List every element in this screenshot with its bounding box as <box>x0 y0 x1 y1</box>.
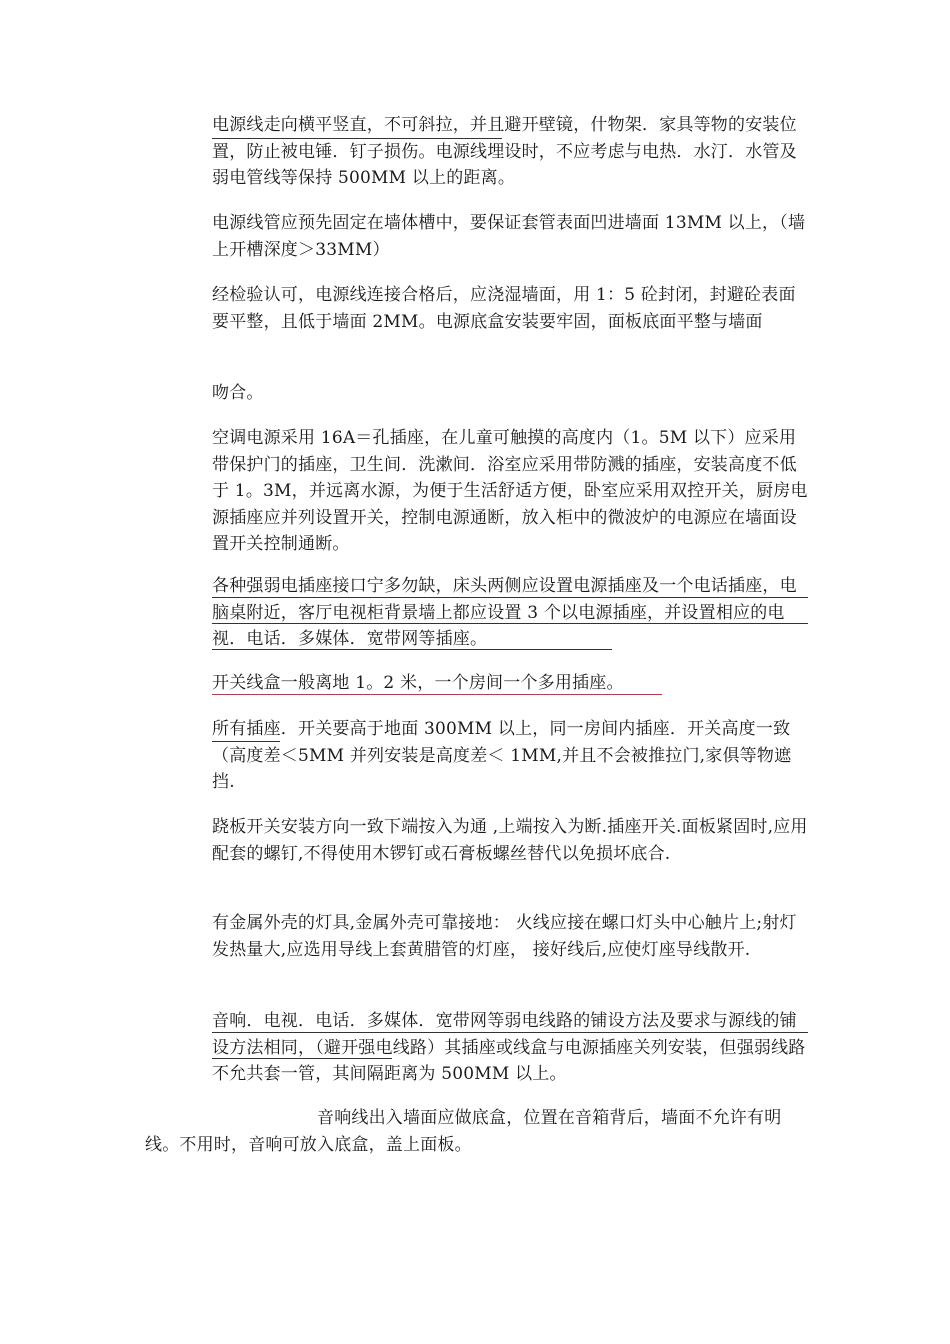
paragraph-switch-box-height: 开关线盒一般离地 1。2 米，一个房间一个多用插座。 <box>212 673 624 693</box>
underline <box>212 623 808 624</box>
paragraph-weak-current: 音响．电视．电话．多媒体．宽带网等弱电线路的铺设方法及要求与源线的铺设方法相同，（避开强电线路）其插座或线盒与电源插座关列安装，但强弱线路不允共套一管，其间隔距离为 500MM 以上。 <box>212 1011 806 1084</box>
paragraph-rocker-switch: 跷板开关安装方向一致下端按入为通 ,上端按入为断.插座开关.面板紧固时,应用配套的螺钉,不得使用木锣钉或石膏板螺丝替代以免损坏底合. <box>212 817 808 864</box>
paragraph-socket-quantity: 各种强弱电插座接口宁多勿缺，床头两侧应设置电源插座及一个电话插座，电脑桌附近，客厅电视柜背景墙上都应设置 3 个以电源插座，并设置相应的电视．电话．多媒体．宽带网等插座。 <box>212 576 797 649</box>
underline <box>212 649 612 650</box>
underline <box>212 741 280 742</box>
paragraph-installation-height: 所有插座．开关要高于地面 300MM 以上，同一房间内插座．开关高度一致（高度差＜5MM 并列安装是高度差＜ 1MM,并且不会被推拉门,家俱等物遮挡. <box>212 719 792 792</box>
paragraph-metal-lamps: 有金属外壳的灯具,金属外壳可靠接地： 火线应接在螺口灯头中心触片上;射灯发热量大,应选用导线上套黄腊管的灯座， 接好线后,应使灯座导线散开. <box>212 913 797 960</box>
underline <box>212 1058 392 1059</box>
underline <box>212 138 502 139</box>
paragraph-power-line-routing: 电源线走向横平竖直，不可斜拉，并且避开壁镜，什物架．家具等物的安装位置，防止被电锤．钉子损伤。电源线埋设时，不应考虑与电热．水汀．水管及弱电管线等保持 500MM 以上的距离。 <box>212 115 797 188</box>
paragraph-fit: 吻合。 <box>212 383 264 403</box>
paragraph-inspection-sealing: 经检验认可，电源线连接合格后，应浇湿墙面，用 1：5 砼封闭，封避砼表面要平整，且低于墙面 2MM。电源底盒安装要牢固，面板底面平整与墙面 <box>212 285 796 332</box>
paragraph-audio-cable: 音响线出入墙面应做底盒，位置在音箱背后，墙面不允许有明线。不用时，音响可放入底盒，盖上面板。 <box>145 1108 782 1155</box>
paragraph-conduit-fixing: 电源线管应预先固定在墙体槽中，要保证套管表面凹进墙面 13MM 以上，（墙上开槽深度＞33MM） <box>212 213 806 260</box>
underline <box>212 694 662 695</box>
paragraph-socket-requirements: 空调电源采用 16A＝孔插座，在儿童可触摸的高度内（1。5M 以下）应采用带保护门的插座，卫生间．洗漱间．浴室应采用带防溅的插座，安装高度不低于 1。3M，并远离水源，为便于生活舒适方便，卧室应采用双控开关，厨房电源插座应并列设置开关，控制电源通断，放入柜中的微波炉的电源应在墙面设置开关控制通断。 <box>212 428 808 554</box>
underline <box>212 597 808 598</box>
underline <box>212 1032 808 1033</box>
